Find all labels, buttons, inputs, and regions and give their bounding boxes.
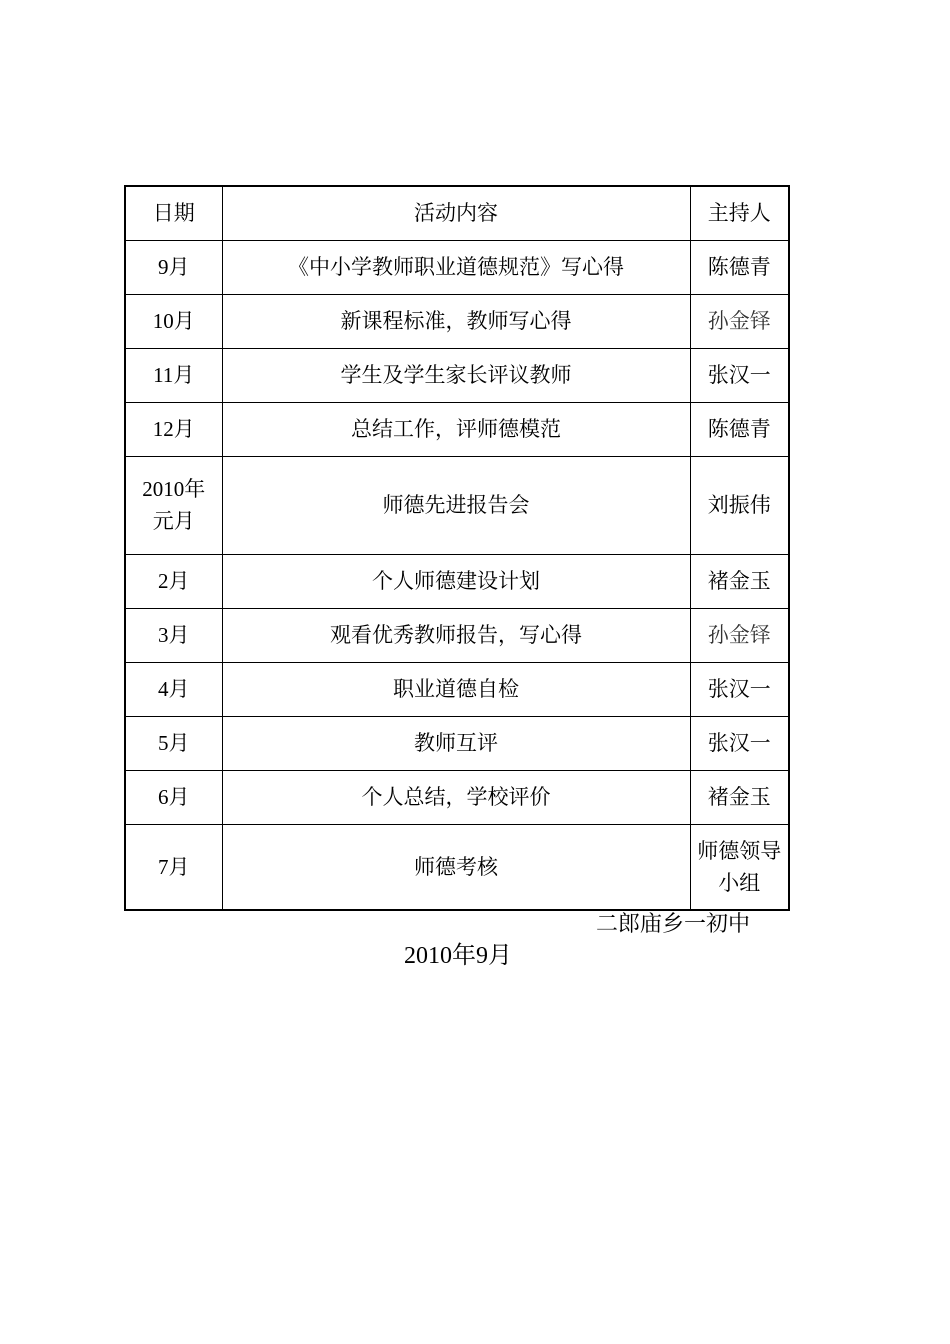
header-date: 日期 xyxy=(125,186,222,240)
row-content: 新课程标准，教师写心得 xyxy=(222,294,690,348)
row-content: 职业道德自检 xyxy=(222,662,690,716)
row-host: 孙金铎 xyxy=(690,608,789,662)
row-content: 师德先进报告会 xyxy=(222,456,690,554)
row-content: 总结工作，评师德模范 xyxy=(222,402,690,456)
row-date-line1: 2010年 xyxy=(142,477,206,501)
document-date: 2010年9月 xyxy=(404,943,512,969)
row-date: 5月 xyxy=(125,716,222,770)
row-content: 个人师德建设计划 xyxy=(222,554,690,608)
row-host: 刘振伟 xyxy=(690,456,789,554)
table-row xyxy=(125,662,789,716)
row-host-line1: 师德领导 xyxy=(697,838,782,863)
row-host: 陈德青 xyxy=(690,402,789,456)
row-host xyxy=(690,824,789,910)
header-content: 活动内容 xyxy=(222,186,690,240)
row-host-line2: 小组 xyxy=(718,870,761,895)
row-host: 褚金玉 xyxy=(690,554,789,608)
table-row xyxy=(125,554,789,608)
table-row xyxy=(125,608,789,662)
row-date: 7月 xyxy=(125,824,222,910)
row-host: 孙金铎 xyxy=(690,294,789,348)
row-date: 11月 xyxy=(125,348,222,402)
row-date: 6月 xyxy=(125,770,222,824)
table-row xyxy=(125,824,789,910)
row-date: 3月 xyxy=(125,608,222,662)
school-name: 二郎庙乡一初中 xyxy=(596,912,751,937)
row-host: 张汉一 xyxy=(690,662,789,716)
table-row xyxy=(125,348,789,402)
activity-schedule-table xyxy=(124,185,790,911)
row-content: 观看优秀教师报告，写心得 xyxy=(222,608,690,662)
row-content: 《中小学教师职业道德规范》写心得 xyxy=(222,240,690,294)
row-content: 个人总结，学校评价 xyxy=(222,770,690,824)
table-header-row xyxy=(125,186,789,240)
row-date: 4月 xyxy=(125,662,222,716)
row-date: 12月 xyxy=(125,402,222,456)
table-row xyxy=(125,294,789,348)
row-date: 2月 xyxy=(125,554,222,608)
row-host: 张汉一 xyxy=(690,348,789,402)
row-date: 10月 xyxy=(125,294,222,348)
row-host: 陈德青 xyxy=(690,240,789,294)
table-row xyxy=(125,240,789,294)
table-row xyxy=(125,716,789,770)
table-row xyxy=(125,770,789,824)
row-date: 9月 xyxy=(125,240,222,294)
table-row xyxy=(125,456,789,554)
table-row xyxy=(125,402,789,456)
row-host: 褚金玉 xyxy=(690,770,789,824)
row-date xyxy=(125,456,222,554)
header-host: 主持人 xyxy=(690,186,789,240)
row-host: 张汉一 xyxy=(690,716,789,770)
row-content: 学生及学生家长评议教师 xyxy=(222,348,690,402)
row-content: 教师互评 xyxy=(222,716,690,770)
row-date-line2: 元月 xyxy=(152,509,195,533)
row-content: 师德考核 xyxy=(222,824,690,910)
